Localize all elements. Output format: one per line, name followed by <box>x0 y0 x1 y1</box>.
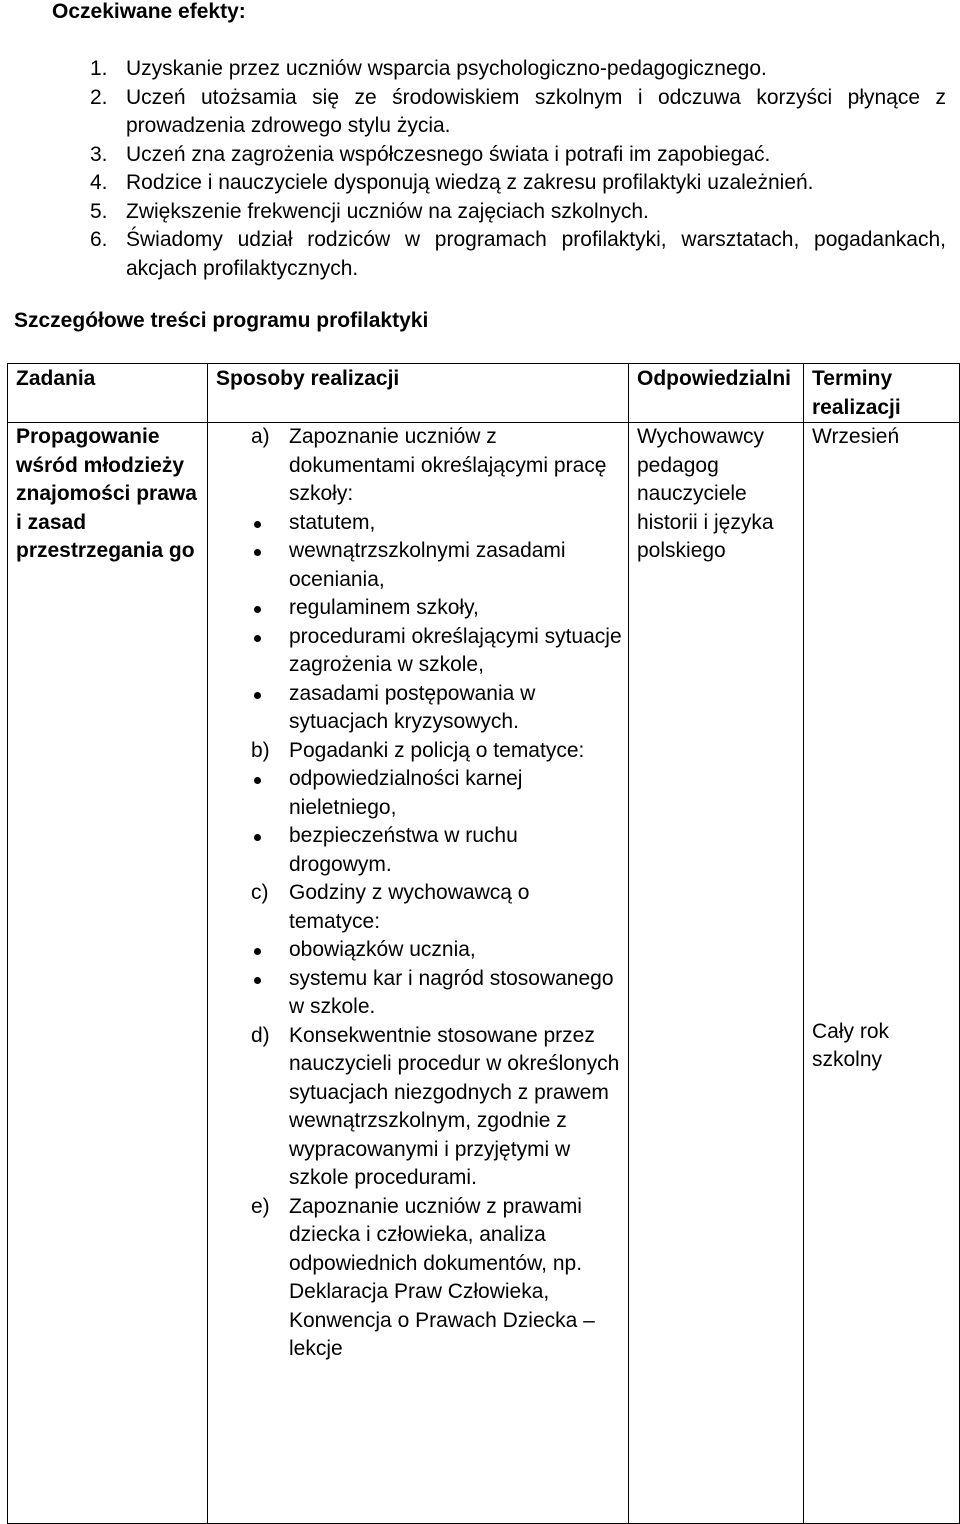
list-item: obowiązków ucznia, <box>216 936 622 965</box>
list-item: 2. Uczeń utożsamia się ze środowiskiem szkolnym i odczuwa korzyści płynące z prowadzenia zdrowego stylu życia. <box>90 85 946 137</box>
column-header-methods: Sposoby realizacji <box>208 364 629 423</box>
task-cell: Propagowanie wśród młodzieży znajomości prawa i zasad przestrzegania go <box>8 423 208 1524</box>
column-header-terms: Terminy realizacji <box>804 364 960 423</box>
list-item: wewnątrzszkolnymi zasadami oceniania, <box>216 537 622 594</box>
list-item: zasadami postępowania w sytuacjach kryzysowych. <box>216 680 622 737</box>
effects-heading: Oczekiwane efekty: <box>52 0 246 23</box>
method-item: c) Godziny z wychowawcą o tematyce: <box>251 881 530 933</box>
list-item: statutem, <box>216 509 622 538</box>
list-item: systemu kar i nagród stosowanego w szkole. <box>216 965 622 1022</box>
terms-cell <box>804 423 960 1524</box>
list-item: regulaminem szkoły, <box>216 594 622 623</box>
details-heading: Szczegółowe treści programu profilaktyki <box>14 309 429 332</box>
term-start: Wrzesień <box>812 425 900 448</box>
effects-list <box>84 55 946 283</box>
list-item: odpowiedzialności karnej nieletniego, <box>216 765 622 822</box>
method-item: b) Pogadanki z policją o tematyce: <box>251 738 585 762</box>
list-item: procedurami określającymi sytuacje zagrożenia w szkole, <box>216 623 622 680</box>
method-item: e) Zapoznanie uczniów z prawami dziecka i człowieka, analiza odpowiednich dokumentów, np. Deklaracja Praw Człowieka, Konwencja o Prawach Dziecka – lekcje <box>251 1194 595 1360</box>
list-item: bezpieczeństwa w ruchu drogowym. <box>216 822 622 879</box>
column-header-tasks: Zadania <box>8 364 208 423</box>
term-whole-year: Cały rok szkolny <box>812 1019 890 1071</box>
method-item: a) Zapoznanie uczniów z dokumentami określającymi pracę szkoły: <box>251 425 607 505</box>
list-item: 6. Świadomy udział rodziców w programach profilaktyki, warsztatach, pogadankach, akcjach profilaktycznych. <box>90 228 946 280</box>
list-item: 3. Uczeń zna zagrożenia współczesnego świata i potrafi im zapobiegać. <box>90 142 771 166</box>
responsible-cell: Wychowawcy pedagog nauczyciele historii i języka polskiego <box>629 423 804 1524</box>
methods-cell <box>208 423 629 1524</box>
list-item: 4. Rodzice i nauczyciele dysponują wiedzą z zakresu profilaktyki uzależnień. <box>90 171 814 194</box>
table-header-row <box>8 364 960 423</box>
program-table <box>7 363 960 1524</box>
column-header-responsible: Odpowiedzialni <box>629 364 804 423</box>
list-item: 1. Uzyskanie przez uczniów wsparcia psychologiczno-pedagogicznego. <box>90 57 767 80</box>
method-item: d) Konsekwentnie stosowane przez nauczycieli procedur w określonych sytuacjach niezgodnych z prawem wewnątrzszkolnym, zgodnie z wypracowanymi i przyjętymi w szkole procedurami. <box>251 1023 620 1189</box>
list-item: 5. Zwiększenie frekwencji uczniów na zajęciach szkolnych. <box>90 199 649 223</box>
table-row <box>8 423 960 1524</box>
